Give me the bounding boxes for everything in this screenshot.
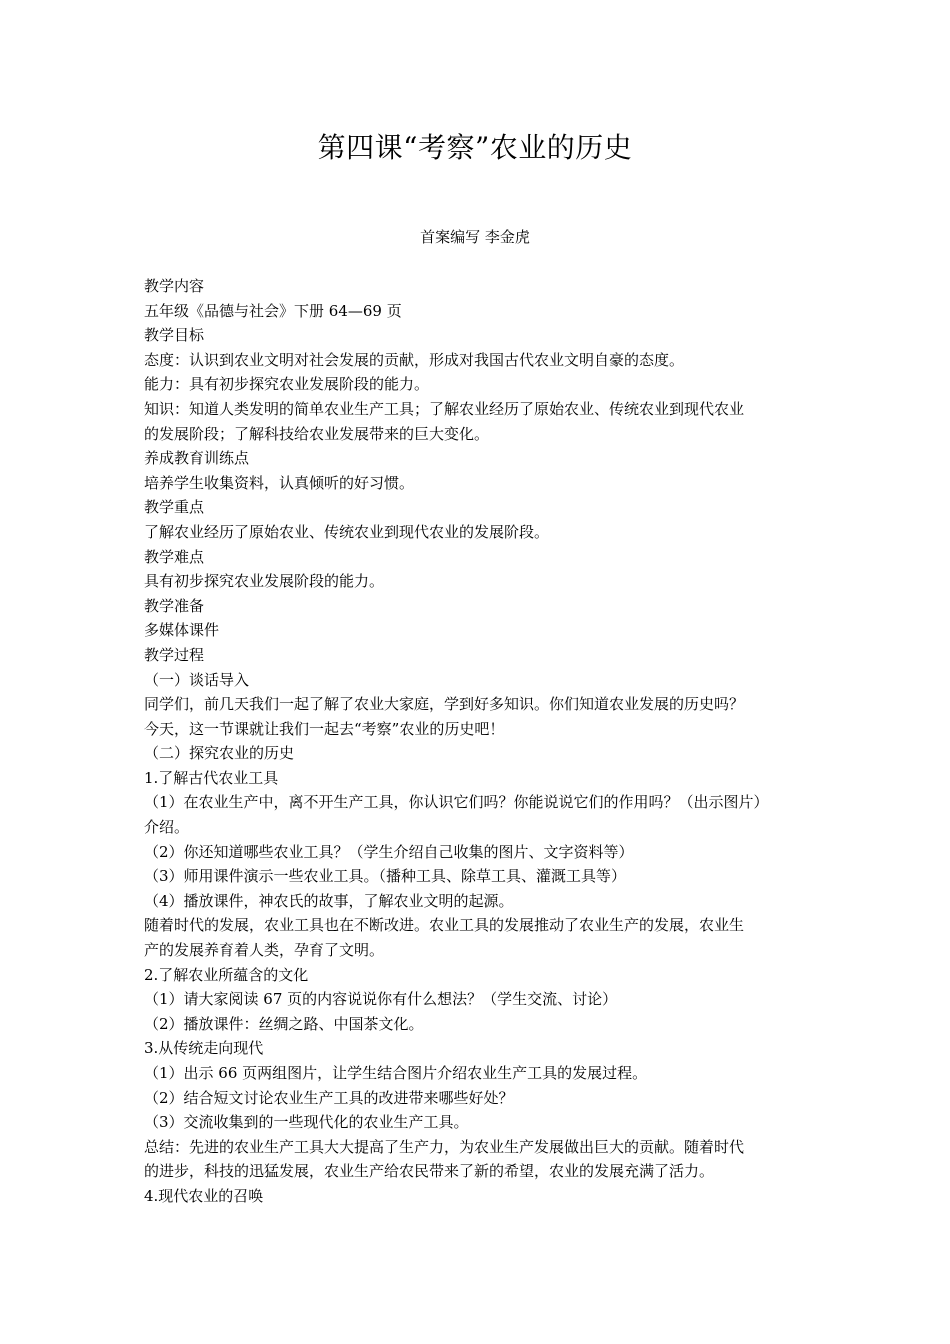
body-line: 培养学生收集资料，认真倾听的好习惯。: [144, 473, 415, 492]
body-line: 教学内容: [144, 277, 205, 295]
document-author: 首案编写 李金虎: [420, 228, 530, 246]
body-line: 具有初步探究农业发展阶段的能力。: [144, 572, 385, 591]
body-line: 的发展阶段；了解科技给农业发展带来的巨大变化。: [144, 424, 490, 443]
body-line: 同学们，前几天我们一起了解了农业大家庭，学到好多知识。你们知道农业发展的历史吗？: [144, 695, 745, 714]
body-line: 介绍。: [144, 818, 190, 837]
document-title: 第四课“考察”农业的历史: [317, 131, 633, 164]
body-line: 五年级《品德与社会》下册 64—69 页: [144, 301, 402, 320]
body-line: 教学过程: [144, 645, 205, 664]
body-line: （1）出示 66 页两组图片，让学生结合图片介绍农业生产工具的发展过程。: [144, 1064, 648, 1082]
body-line: 态度：认识到农业文明对社会发展的贡献，形成对我国古代农业文明自豪的态度。: [144, 350, 685, 369]
body-line: （4）播放课件，神农氏的故事，了解农业文明的起源。: [144, 891, 514, 910]
body-line: 教学目标: [144, 326, 205, 345]
document-body: [144, 274, 814, 1209]
body-line: 养成教育训练点: [144, 449, 250, 468]
body-line: （2）播放课件：丝绸之路、中国茶文化。: [144, 1014, 424, 1033]
body-line: （2）你还知道哪些农业工具？（学生介绍自己收集的图片、文字资料等）: [144, 842, 634, 861]
body-line: （一）谈话导入: [144, 670, 250, 689]
body-line: （1）请大家阅读 67 页的内容说说你有什么想法？（学生交流、讨论）: [144, 990, 618, 1009]
body-line: （2）结合短文讨论农业生产工具的改进带来哪些好处？: [144, 1088, 514, 1107]
body-line: 的进步，科技的迅猛发展，农业生产给农民带来了新的希望，农业的发展充满了活力。: [144, 1162, 715, 1181]
body-line: 知识：知道人类发明的简单农业生产工具；了解农业经历了原始农业、传统农业到现代农业: [144, 399, 745, 418]
body-line: 了解农业经历了原始农业、传统农业到现代农业的发展阶段。: [144, 522, 550, 541]
body-line: 教学重点: [144, 498, 205, 517]
body-line: 能力：具有初步探究农业发展阶段的能力。: [144, 375, 430, 394]
body-line: 总结：先进的农业生产工具大大提高了生产力，为农业生产发展做出巨大的贡献。随着时代: [144, 1137, 745, 1156]
body-line: 3.从传统走向现代: [144, 1039, 264, 1058]
body-line: （3）交流收集到的一些现代化的农业生产工具。: [144, 1113, 469, 1132]
body-line: 产的发展养育着人类，孕育了文明。: [144, 941, 385, 960]
body-line: （3）师用课件演示一些农业工具。（播种工具、除草工具、灌溉工具等）: [144, 867, 627, 886]
body-line: 1.了解古代农业工具: [144, 768, 279, 787]
body-line: 2.了解农业所蕴含的文化: [144, 965, 309, 984]
body-line: 教学难点: [144, 547, 205, 566]
body-line: （1）在农业生产中，离不开生产工具，你认识它们吗？你能说说它们的作用吗？（出示图片）: [144, 793, 769, 812]
body-line: 多媒体课件: [144, 621, 220, 640]
body-line: 今天，这一节课就让我们一起去“考察”农业的历史吧！: [144, 719, 505, 738]
body-line: （二）探究农业的历史: [144, 744, 295, 763]
body-line: 随着时代的发展，农业工具也在不断改进。农业工具的发展推动了农业生产的发展，农业生: [144, 916, 745, 935]
body-line: 4.现代农业的召唤: [144, 1186, 264, 1205]
body-line: 教学准备: [144, 596, 205, 615]
